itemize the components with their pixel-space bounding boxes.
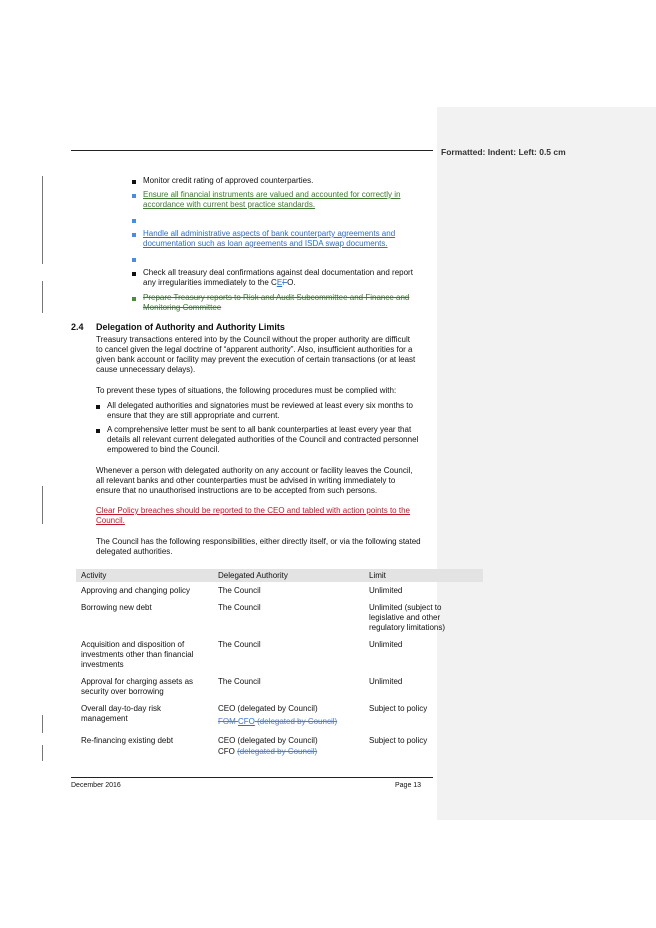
table-cell: regulatory limitations) <box>369 623 446 632</box>
bullet-marker <box>132 194 136 198</box>
change-bar <box>42 745 43 761</box>
table-header-activity: Activity <box>81 571 107 580</box>
change-bar <box>42 715 43 733</box>
table-cell: investments <box>81 660 124 669</box>
paragraph-line: Treasury transactions entered into by the Council without the proper authority are difficult <box>96 335 410 344</box>
section-number: 2.4 <box>71 322 84 332</box>
bullet-item-deleted: Monitoring Committee <box>143 303 222 312</box>
table-cell: Approving and changing policy <box>81 586 190 595</box>
change-bar <box>42 281 43 313</box>
bullet-marker <box>132 297 136 301</box>
bullet-item-inserted: Handle all administrative aspects of bank counterparty agreements and <box>143 229 396 238</box>
list-item: details all relevant current delegated authorities of the Council and contracted personnel <box>107 435 419 444</box>
footer-rule <box>71 777 433 778</box>
table-cell: CEO (delegated by Council) <box>218 704 318 713</box>
bullet-item-inserted: Ensure all financial instruments are valued and accounted for correctly in <box>143 190 401 199</box>
table-cell: Acquisition and disposition of <box>81 640 185 649</box>
table-cell: Re-financing existing debt <box>81 736 174 745</box>
table-cell: Unlimited <box>369 677 403 686</box>
section-title: Delegation of Authority and Authority Limits <box>96 322 285 332</box>
footer-page: Page 13 <box>395 782 422 789</box>
table-header-authority: Delegated Authority <box>218 571 288 580</box>
list-item: ensure that they are still appropriate and current. <box>107 411 280 420</box>
table-cell-tracked: FOM CFO (delegated by Council) <box>218 717 338 726</box>
table-cell-tracked: CFO (delegated by Council) <box>218 747 318 756</box>
bullet-item: Monitor credit rating of approved counterparties. <box>143 176 314 185</box>
table-cell: Borrowing new debt <box>81 603 152 612</box>
footer-date: December 2016 <box>71 782 121 789</box>
header-rule <box>71 150 433 151</box>
bullet-marker <box>96 405 100 409</box>
list-item: A comprehensive letter must be sent to all bank counterparties at least every year that <box>107 425 412 434</box>
table-cell: investments other than financial <box>81 650 194 659</box>
bullet-marker <box>132 258 136 262</box>
inserted-paragraph-line: Clear Policy breaches should be reported to the CEO and tabled with action points to the <box>96 506 410 515</box>
paragraph-line: Whenever a person with delegated authority on any account or facility leaves the Council, <box>96 466 413 475</box>
bullet-item-inserted: accordance with current best practice standards. <box>143 200 316 209</box>
table-cell: The Council <box>218 586 261 595</box>
paragraph-line: given bank account or facility may prevent the execution of certain transactions (or at least <box>96 355 416 364</box>
bullet-item-deleted: Prepare Treasury reports to Risk and Audit Subcommittee and Finance and <box>143 293 410 302</box>
change-bar <box>42 176 43 264</box>
paragraph-line: to cancel given the legal doctrine of “apparent authority”. Also, insufficient authorities for a <box>96 345 413 354</box>
paragraph-line: ensure that no unauthorised instructions are to be accepted from such persons. <box>96 486 378 495</box>
table-cell: Unlimited <box>369 640 403 649</box>
change-bar <box>42 486 43 524</box>
bullet-marker <box>96 429 100 433</box>
table-cell: The Council <box>218 640 261 649</box>
table-cell: The Council <box>218 677 261 686</box>
paragraph-line: cause unnecessary delays). <box>96 365 196 374</box>
bullet-item: Check all treasury deal confirmations against deal documentation and report <box>143 268 413 277</box>
paragraph-line: To prevent these types of situations, the following procedures must be complied with: <box>96 386 397 395</box>
table-cell: Unlimited <box>369 586 403 595</box>
table-cell: legislative and other <box>369 613 441 622</box>
bullet-item-inserted: documentation such as loan agreements and ISDA swap documents. <box>143 239 388 248</box>
table-cell: Overall day-to-day risk <box>81 704 162 713</box>
table-header-limit: Limit <box>369 571 386 580</box>
table-cell: The Council <box>218 603 261 612</box>
bullet-marker <box>132 272 136 276</box>
table-cell: Subject to policy <box>369 704 428 713</box>
bullet-marker <box>132 180 136 184</box>
comment-heading: Formatted: Indent: Left: 0.5 cm <box>441 147 566 157</box>
table-cell: Subject to policy <box>369 736 428 745</box>
table-cell: CEO (delegated by Council) <box>218 736 318 745</box>
bullet-item: any irregularities immediately to the CEFO. <box>143 278 296 287</box>
list-item: All delegated authorities and signatories must be reviewed at least every six months to <box>107 401 413 410</box>
paragraph-line: The Council has the following responsibilities, either directly itself, or via the following stated <box>96 537 421 546</box>
paragraph-line: all relevant banks and other counterparties must be advised in writing immediately to <box>96 476 396 485</box>
table-cell: Unlimited (subject to <box>369 603 442 612</box>
bullet-marker <box>132 219 136 223</box>
list-item: empowered to bind the Council. <box>107 445 220 454</box>
inserted-paragraph-line: Council. <box>96 516 125 525</box>
bullet-marker <box>132 233 136 237</box>
table-cell: management <box>81 714 128 723</box>
comments-pane <box>437 107 656 820</box>
table-cell: security over borrowing <box>81 687 164 696</box>
paragraph-line: delegated authorities. <box>96 547 173 556</box>
table-cell: Approval for charging assets as <box>81 677 194 686</box>
